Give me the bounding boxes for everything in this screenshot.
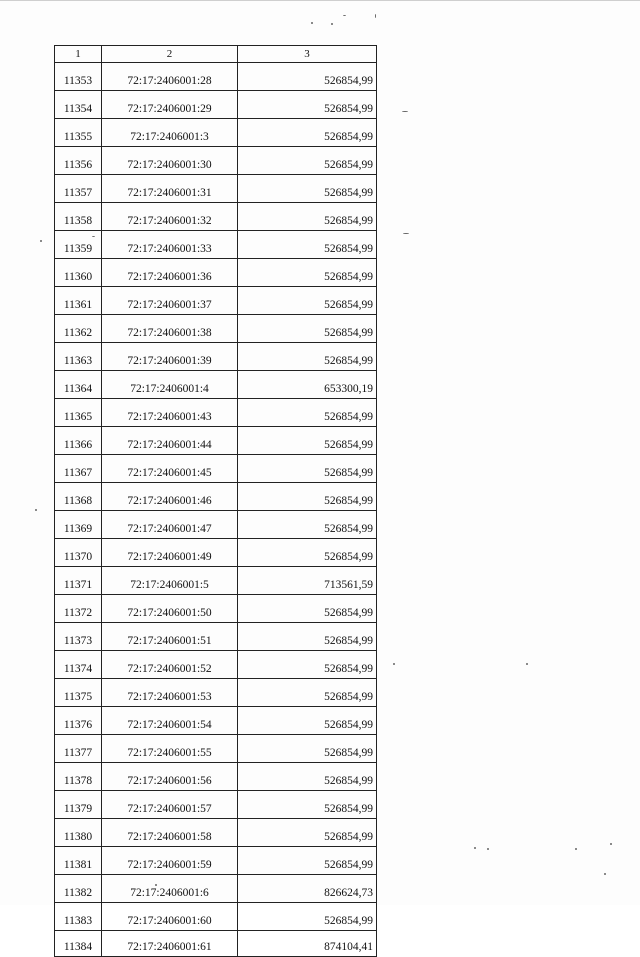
cadastral-value-cell: 526854,99 xyxy=(238,623,377,651)
column-header-3: 3 xyxy=(238,46,377,63)
cadastral-value-cell: 526854,99 xyxy=(238,91,377,119)
table-row xyxy=(55,595,377,623)
cadastral-value-cell: 526854,99 xyxy=(238,455,377,483)
cadastral-number-cell: 72:17:2406001:53 xyxy=(102,679,238,707)
scan-speck xyxy=(526,663,528,665)
table-row xyxy=(55,903,377,931)
row-number-cell: 11379 xyxy=(55,791,102,819)
row-number-cell: 11365 xyxy=(55,399,102,427)
cadastral-number-cell: 72:17:2406001:5 xyxy=(102,567,238,595)
cadastral-value-cell: 653300,19 xyxy=(238,371,377,399)
cadastral-value-cell: 526854,99 xyxy=(238,679,377,707)
cadastral-value-cell: 526854,99 xyxy=(238,231,377,259)
cadastral-number-cell: 72:17:2406001:29 xyxy=(102,91,238,119)
cadastral-number-cell: 72:17:2406001:60 xyxy=(102,903,238,931)
row-number-cell: 11356 xyxy=(55,147,102,175)
row-number-cell: 11362 xyxy=(55,315,102,343)
table-row xyxy=(55,707,377,735)
scan-speck xyxy=(375,14,376,18)
row-number-cell: 11366 xyxy=(55,427,102,455)
table-row xyxy=(55,819,377,847)
row-number-cell: 11375 xyxy=(55,679,102,707)
table-row xyxy=(55,63,377,91)
scan-speck xyxy=(331,23,333,25)
row-number-cell: 11357 xyxy=(55,175,102,203)
row-number-cell: 11368 xyxy=(55,483,102,511)
row-number-cell: 11355 xyxy=(55,119,102,147)
scan-speck xyxy=(155,884,157,886)
table-row xyxy=(55,91,377,119)
table-row xyxy=(55,399,377,427)
table-row xyxy=(55,735,377,763)
cadastral-value-table xyxy=(54,45,377,957)
table-row xyxy=(55,651,377,679)
cadastral-number-cell: 72:17:2406001:55 xyxy=(102,735,238,763)
column-header-2: 2 xyxy=(102,46,238,63)
table-row xyxy=(55,455,377,483)
row-number-cell: 11378 xyxy=(55,763,102,791)
row-number-cell: 11381 xyxy=(55,847,102,875)
scan-speck xyxy=(487,848,489,850)
scan-speck xyxy=(343,15,346,16)
cadastral-number-cell: 72:17:2406001:39 xyxy=(102,343,238,371)
cadastral-number-cell: 72:17:2406001:56 xyxy=(102,763,238,791)
column-header-1: 1 xyxy=(55,46,102,63)
table-row xyxy=(55,287,377,315)
cadastral-number-cell: 72:17:2406001:51 xyxy=(102,623,238,651)
row-number-cell: 11360 xyxy=(55,259,102,287)
row-number-cell: 11374 xyxy=(55,651,102,679)
cadastral-value-cell: 526854,99 xyxy=(238,315,377,343)
row-number-cell: 11380 xyxy=(55,819,102,847)
table-row xyxy=(55,119,377,147)
row-number-cell: 11364 xyxy=(55,371,102,399)
cadastral-number-cell: 72:17:2406001:32 xyxy=(102,203,238,231)
table-row xyxy=(55,483,377,511)
table-row xyxy=(55,763,377,791)
cadastral-number-cell: 72:17:2406001:44 xyxy=(102,427,238,455)
row-number-cell: 11376 xyxy=(55,707,102,735)
cadastral-value-cell: 526854,99 xyxy=(238,595,377,623)
cadastral-value-cell: 713561,59 xyxy=(238,567,377,595)
row-number-cell: 11359 xyxy=(55,231,102,259)
table-body xyxy=(55,63,377,957)
cadastral-number-cell: 72:17:2406001:37 xyxy=(102,287,238,315)
table-row xyxy=(55,175,377,203)
table-row xyxy=(55,567,377,595)
scan-speck xyxy=(474,847,476,849)
table-row xyxy=(55,231,377,259)
row-number-cell: 11353 xyxy=(55,63,102,91)
cadastral-number-cell: 72:17:2406001:28 xyxy=(102,63,238,91)
cadastral-number-cell: 72:17:2406001:33 xyxy=(102,231,238,259)
scan-speck xyxy=(610,843,612,845)
table-row xyxy=(55,511,377,539)
row-number-cell: 11354 xyxy=(55,91,102,119)
row-number-cell: 11367 xyxy=(55,455,102,483)
table-row xyxy=(55,679,377,707)
cadastral-number-cell: 72:17:2406001:3 xyxy=(102,119,238,147)
cadastral-number-cell: 72:17:2406001:38 xyxy=(102,315,238,343)
cadastral-value-cell: 526854,99 xyxy=(238,399,377,427)
table-row xyxy=(55,875,377,903)
scan-speck xyxy=(604,873,606,875)
table-row xyxy=(55,791,377,819)
cadastral-number-cell: 72:17:2406001:52 xyxy=(102,651,238,679)
cadastral-value-cell: 526854,99 xyxy=(238,847,377,875)
table-row xyxy=(55,203,377,231)
cadastral-number-cell: 72:17:2406001:4 xyxy=(102,371,238,399)
row-number-cell: 11384 xyxy=(55,931,102,957)
cadastral-value-cell: 874104,41 xyxy=(238,931,377,957)
cadastral-value-cell: 526854,99 xyxy=(238,763,377,791)
cadastral-value-cell: 526854,99 xyxy=(238,427,377,455)
cadastral-value-cell: 526854,99 xyxy=(238,539,377,567)
cadastral-value-cell: 526854,99 xyxy=(238,119,377,147)
cadastral-number-cell: 72:17:2406001:47 xyxy=(102,511,238,539)
table-header-row xyxy=(55,46,377,63)
cadastral-number-cell: 72:17:2406001:45 xyxy=(102,455,238,483)
row-number-cell: 11372 xyxy=(55,595,102,623)
cadastral-number-cell: 72:17:2406001:59 xyxy=(102,847,238,875)
row-number-cell: 11363 xyxy=(55,343,102,371)
cadastral-value-cell: 526854,99 xyxy=(238,651,377,679)
scan-speck xyxy=(403,233,409,234)
cadastral-value-cell: 526854,99 xyxy=(238,791,377,819)
cadastral-number-cell: 72:17:2406001:46 xyxy=(102,483,238,511)
cadastral-number-cell: 72:17:2406001:49 xyxy=(102,539,238,567)
cadastral-value-cell: 526854,99 xyxy=(238,259,377,287)
row-number-cell: 11373 xyxy=(55,623,102,651)
cadastral-value-cell: 526854,99 xyxy=(238,735,377,763)
cadastral-value-cell: 526854,99 xyxy=(238,819,377,847)
table-row xyxy=(55,147,377,175)
cadastral-value-cell: 526854,99 xyxy=(238,343,377,371)
cadastral-number-cell: 72:17:2406001:61 xyxy=(102,931,238,957)
page-top-edge xyxy=(0,0,640,1)
cadastral-value-cell: 526854,99 xyxy=(238,63,377,91)
cadastral-number-cell: 72:17:2406001:31 xyxy=(102,175,238,203)
scan-speck xyxy=(311,22,313,24)
table-row xyxy=(55,371,377,399)
cadastral-value-cell: 526854,99 xyxy=(238,511,377,539)
table-row xyxy=(55,931,377,957)
table-row xyxy=(55,315,377,343)
row-number-cell: 11383 xyxy=(55,903,102,931)
row-number-cell: 11361 xyxy=(55,287,102,315)
scan-speck xyxy=(393,663,395,665)
row-number-cell: 11369 xyxy=(55,511,102,539)
table-row xyxy=(55,847,377,875)
table-row xyxy=(55,623,377,651)
scan-speck xyxy=(575,848,577,850)
row-number-cell: 11358 xyxy=(55,203,102,231)
cadastral-value-cell: 826624,73 xyxy=(238,875,377,903)
scan-speck xyxy=(40,240,42,242)
cadastral-value-cell: 526854,99 xyxy=(238,147,377,175)
row-number-cell: 11382 xyxy=(55,875,102,903)
cadastral-value-cell: 526854,99 xyxy=(238,903,377,931)
table-row xyxy=(55,539,377,567)
cadastral-value-cell: 526854,99 xyxy=(238,175,377,203)
cadastral-number-cell: 72:17:2406001:30 xyxy=(102,147,238,175)
cadastral-number-cell: 72:17:2406001:43 xyxy=(102,399,238,427)
row-number-cell: 11377 xyxy=(55,735,102,763)
cadastral-value-cell: 526854,99 xyxy=(238,483,377,511)
scan-speck xyxy=(92,236,95,237)
row-number-cell: 11371 xyxy=(55,567,102,595)
cadastral-value-cell: 526854,99 xyxy=(238,707,377,735)
scan-speck xyxy=(402,111,408,112)
cadastral-number-cell: 72:17:2406001:57 xyxy=(102,791,238,819)
cadastral-number-cell: 72:17:2406001:6 xyxy=(102,875,238,903)
table-row xyxy=(55,259,377,287)
cadastral-value-cell: 526854,99 xyxy=(238,203,377,231)
cadastral-number-cell: 72:17:2406001:50 xyxy=(102,595,238,623)
table-row xyxy=(55,343,377,371)
cadastral-number-cell: 72:17:2406001:36 xyxy=(102,259,238,287)
row-number-cell: 11370 xyxy=(55,539,102,567)
cadastral-number-cell: 72:17:2406001:54 xyxy=(102,707,238,735)
cadastral-number-cell: 72:17:2406001:58 xyxy=(102,819,238,847)
cadastral-value-cell: 526854,99 xyxy=(238,287,377,315)
table-row xyxy=(55,427,377,455)
scan-speck xyxy=(35,509,37,511)
